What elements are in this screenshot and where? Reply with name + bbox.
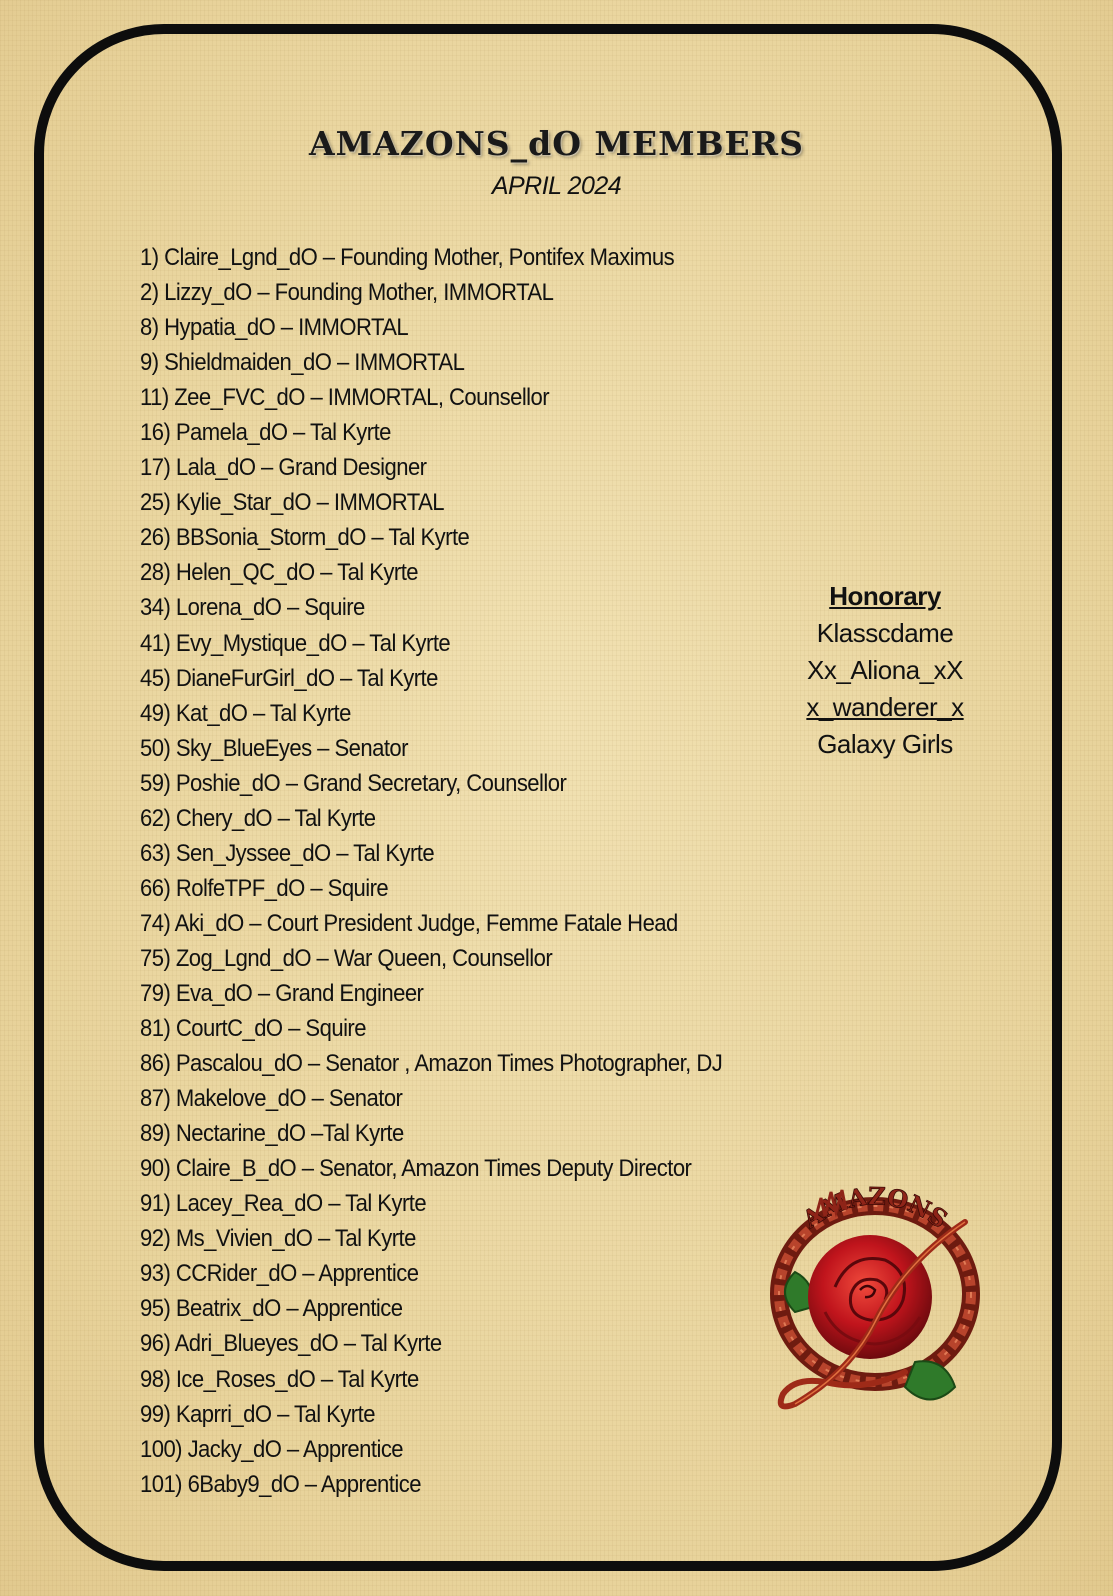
list-item: 45) DianeFurGirl_dO – Tal Kyrte <box>140 664 438 692</box>
list-item: 99) Kaprri_dO – Tal Kyrte <box>140 1400 375 1428</box>
list-item: 50) Sky_BlueEyes – Senator <box>140 734 408 762</box>
page-title: AMAZONS_dO MEMBERS <box>309 124 804 163</box>
list-item: 81) CourtC_dO – Squire <box>140 1015 366 1043</box>
list-item: 75) Zog_Lgnd_dO – War Queen, Counsellor <box>140 944 553 972</box>
page-subtitle: APRIL 2024 <box>491 172 622 200</box>
list-item: 86) Pascalou_dO – Senator , Amazon Times Photographer, DJ <box>140 1050 723 1078</box>
list-item: 11) Zee_FVC_dO – IMMORTAL, Counsellor <box>140 384 550 412</box>
list-item: 34) Lorena_dO – Squire <box>140 594 365 622</box>
member-list <box>140 240 773 1502</box>
honorary-name: Galaxy Girls <box>817 729 953 759</box>
list-item: 95) Beatrix_dO – Apprentice <box>140 1295 403 1323</box>
honorary-name: Xx_Aliona_xX <box>807 655 963 685</box>
list-item: 49) Kat_dO – Tal Kyrte <box>140 699 351 727</box>
list-item: 89) Nectarine_dO –Tal Kyrte <box>140 1120 404 1148</box>
list-item: 91) Lacey_Rea_dO – Tal Kyrte <box>140 1190 427 1218</box>
list-item: 1) Claire_Lgnd_dO – Founding Mother, Pontifex Maximus <box>140 244 675 271</box>
honorary-name: x_wanderer_x <box>806 692 964 722</box>
list-item: 8) Hypatia_dO – IMMORTAL <box>140 314 409 342</box>
list-item: 98) Ice_Roses_dO – Tal Kyrte <box>140 1365 419 1393</box>
honorary-name: Klasscdame <box>816 618 954 648</box>
list-item: 28) Helen_QC_dO – Tal Kyrte <box>140 559 419 587</box>
svg-text:AMAZONS: AMAZONS <box>797 1181 953 1234</box>
list-item: 26) BBSonia_Storm_dO – Tal Kyrte <box>140 524 470 552</box>
list-item: 101) 6Baby9_dO – Apprentice <box>140 1470 421 1498</box>
list-item: 93) CCRider_dO – Apprentice <box>140 1260 419 1288</box>
list-item: 100) Jacky_dO – Apprentice <box>140 1435 404 1463</box>
list-item: 87) Makelove_dO – Senator <box>140 1085 403 1113</box>
list-item: 9) Shieldmaiden_dO – IMMORTAL <box>140 349 465 377</box>
honorary-section <box>775 578 995 763</box>
list-item: 63) Sen_Jyssee_dO – Tal Kyrte <box>140 839 435 867</box>
list-item: 74) Aki_dO – Court President Judge, Femme Fatale Head <box>140 909 678 937</box>
list-item: 62) Chery_dO – Tal Kyrte <box>140 804 376 832</box>
list-item: 17) Lala_dO – Grand Designer <box>140 454 427 482</box>
list-item: 92) Ms_Vivien_dO – Tal Kyrte <box>140 1225 416 1253</box>
amazons-rose-emblem-icon <box>755 1172 995 1422</box>
list-item: 16) Pamela_dO – Tal Kyrte <box>140 419 391 447</box>
list-item: 59) Poshie_dO – Grand Secretary, Counsellor <box>140 769 567 797</box>
list-item: 79) Eva_dO – Grand Engineer <box>140 979 424 1007</box>
list-item: 66) RolfeTPF_dO – Squire <box>140 874 389 902</box>
list-item: 90) Claire_B_dO – Senator, Amazon Times Deputy Director <box>140 1155 692 1183</box>
list-item: 25) Kylie_Star_dO – IMMORTAL <box>140 489 445 517</box>
list-item: 2) Lizzy_dO – Founding Mother, IMMORTAL <box>140 279 554 307</box>
honorary-heading: Honorary <box>829 581 941 611</box>
list-item: 41) Evy_Mystique_dO – Tal Kyrte <box>140 629 451 657</box>
list-item: 96) Adri_Blueyes_dO – Tal Kyrte <box>140 1330 442 1358</box>
